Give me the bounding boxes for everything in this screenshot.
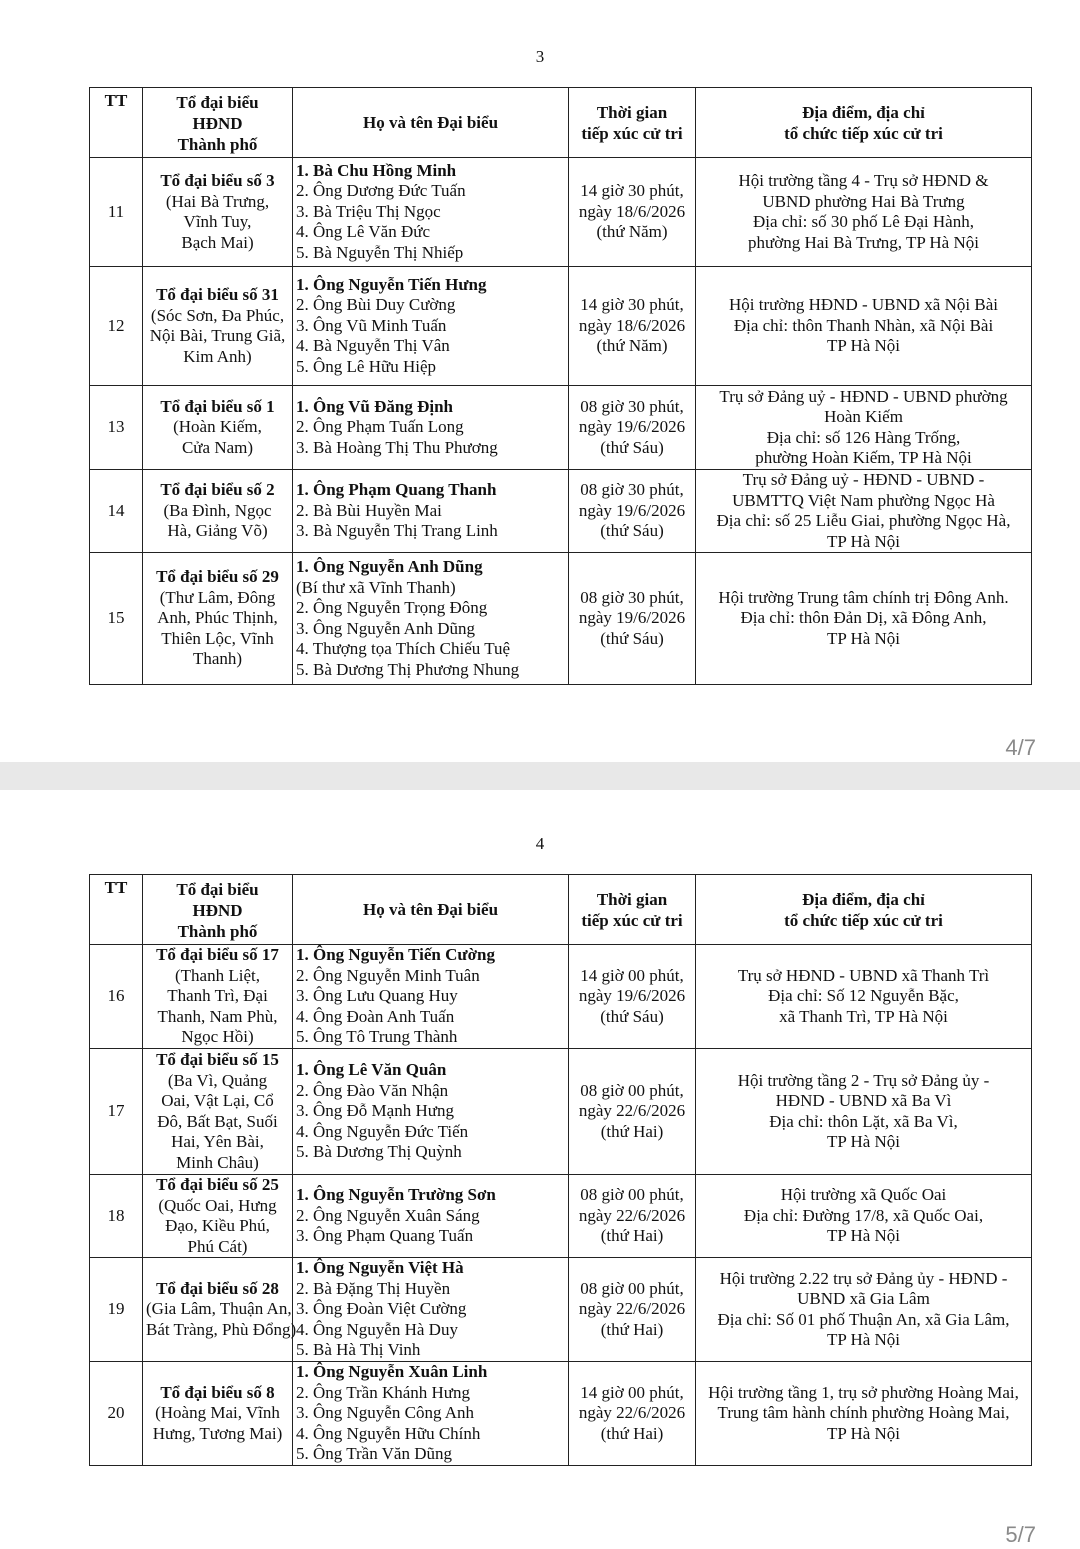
time-line: 14 giờ 00 phút, bbox=[580, 1382, 684, 1402]
member-name: 2. Ông Nguyễn Minh Tuân bbox=[296, 965, 480, 985]
time-cell bbox=[569, 1258, 696, 1362]
group-area-line: (Ba Vì, Quảng bbox=[167, 1070, 268, 1090]
table-row bbox=[90, 1175, 1032, 1258]
place-line: TP Hà Nội bbox=[826, 336, 901, 356]
member-name: 4. Ông Nguyễn Hà Duy bbox=[296, 1319, 458, 1339]
header-time-line: Thời gian bbox=[596, 889, 668, 909]
members-cell bbox=[293, 386, 569, 470]
place-line: UBND phường Hai Bà Trưng bbox=[762, 191, 965, 211]
group-cell bbox=[143, 1362, 293, 1466]
row-number: 13 bbox=[90, 386, 143, 470]
members-cell bbox=[293, 553, 569, 685]
member-name: 3. Bà Nguyễn Thị Trang Linh bbox=[296, 521, 498, 541]
member-name: 2. Ông Phạm Tuấn Long bbox=[296, 417, 464, 437]
group-area-line: Đạo, Kiều Phú, bbox=[165, 1216, 270, 1235]
member-name: 2. Ông Đào Văn Nhận bbox=[296, 1080, 449, 1100]
members-cell bbox=[293, 470, 569, 553]
time-cell bbox=[569, 1049, 696, 1175]
time-line: (thứ Sáu) bbox=[600, 1006, 664, 1026]
member-name: 2. Ông Bùi Duy Cường bbox=[296, 295, 456, 315]
place-cell bbox=[696, 945, 1032, 1049]
table-row bbox=[90, 1258, 1032, 1362]
time-line: (thứ Năm) bbox=[596, 222, 668, 242]
place-line: Địa chỉ: thôn Lặt, xã Ba Vì, bbox=[769, 1111, 958, 1131]
place-cell bbox=[696, 158, 1032, 267]
time-line: ngày 22/6/2026 bbox=[578, 1403, 686, 1423]
page-counter: 4/7 bbox=[1005, 735, 1036, 760]
time-line: ngày 19/6/2026 bbox=[578, 608, 686, 628]
members-cell bbox=[293, 1362, 569, 1466]
place-line: UBMTTQ Việt Nam phường Ngọc Hà bbox=[732, 490, 995, 510]
group-area-line: Ngọc Hồi) bbox=[181, 1027, 254, 1047]
place-cell bbox=[696, 1175, 1032, 1258]
group-cell bbox=[143, 267, 293, 386]
group-area-line: Thiên Lộc, Vĩnh bbox=[161, 628, 274, 648]
member-name: 1. Ông Nguyễn Xuân Linh bbox=[296, 1362, 488, 1382]
group-cell bbox=[143, 470, 293, 553]
place-cell bbox=[696, 1049, 1032, 1175]
place-line: UBND xã Gia Lâm bbox=[797, 1289, 930, 1308]
member-name: 3. Ông Phạm Quang Tuấn bbox=[296, 1226, 474, 1246]
time-line: (thứ Sáu) bbox=[600, 437, 664, 457]
page-counter: 5/7 bbox=[1005, 1522, 1036, 1547]
time-line: ngày 22/6/2026 bbox=[578, 1205, 686, 1225]
row-number: 20 bbox=[90, 1362, 143, 1466]
place-cell bbox=[696, 267, 1032, 386]
place-line: TP Hà Nội bbox=[826, 1330, 901, 1349]
time-line: 08 giờ 00 phút, bbox=[580, 1080, 684, 1100]
group-area-line: (Hai Bà Trưng, bbox=[165, 191, 270, 211]
member-name: 5. Bà Nguyễn Thị Nhiếp bbox=[296, 242, 464, 262]
time-line: ngày 19/6/2026 bbox=[578, 417, 686, 437]
group-area-line: Vĩnh Tuy, bbox=[183, 212, 252, 231]
group-cell bbox=[143, 386, 293, 470]
time-cell bbox=[569, 553, 696, 685]
place-line: TP Hà Nội bbox=[826, 628, 901, 648]
schedule-table bbox=[89, 87, 1032, 685]
time-line: 14 giờ 00 phút, bbox=[580, 965, 684, 985]
header-place-line: Địa điểm, địa chỉ bbox=[802, 102, 925, 122]
header-time-line: tiếp xúc cử tri bbox=[581, 123, 683, 143]
group-cell bbox=[143, 1049, 293, 1175]
time-line: (thứ Hai) bbox=[600, 1121, 664, 1141]
time-line: (thứ Hai) bbox=[600, 1319, 664, 1339]
header-tt: TT bbox=[90, 875, 143, 945]
members-cell bbox=[293, 1175, 569, 1258]
time-line: ngày 19/6/2026 bbox=[578, 986, 686, 1006]
member-name: 5. Bà Dương Thị Quỳnh bbox=[296, 1142, 462, 1162]
group-area-line: Kim Anh) bbox=[183, 346, 252, 366]
member-name: 5. Ông Tô Trung Thành bbox=[296, 1027, 458, 1047]
member-name: 1. Ông Nguyễn Trường Sơn bbox=[296, 1185, 496, 1205]
table-row bbox=[90, 553, 1032, 685]
group-cell bbox=[143, 158, 293, 267]
place-cell bbox=[696, 553, 1032, 685]
time-line: 14 giờ 30 phút, bbox=[580, 295, 684, 315]
header-members: Họ và tên Đại biểu bbox=[293, 88, 569, 158]
header-group-line: Thành phố bbox=[177, 922, 258, 941]
place-line: Trung tâm hành chính phường Hoàng Mai, bbox=[717, 1403, 1010, 1423]
header-place bbox=[696, 875, 1032, 945]
group-title: Tổ đại biểu số 28 bbox=[156, 1278, 279, 1298]
group-area-line: Thanh) bbox=[192, 649, 243, 669]
row-number: 12 bbox=[90, 267, 143, 386]
table-header-row bbox=[90, 875, 1032, 945]
place-line: TP Hà Nội bbox=[826, 1132, 901, 1151]
place-cell bbox=[696, 470, 1032, 553]
group-area-line: (Gia Lâm, Thuận An, bbox=[146, 1299, 292, 1319]
header-place-line: tổ chức tiếp xúc cử tri bbox=[784, 123, 943, 143]
member-name: 2. Ông Nguyễn Xuân Sáng bbox=[296, 1205, 480, 1225]
table-row bbox=[90, 267, 1032, 386]
time-line: 08 giờ 30 phút, bbox=[580, 587, 684, 607]
time-line: (thứ Hai) bbox=[600, 1423, 664, 1443]
place-line: Địa chỉ: Số 01 phố Thuận An, xã Gia Lâm, bbox=[717, 1309, 1010, 1329]
member-name: 1. Ông Nguyễn Tiến Hưng bbox=[296, 274, 487, 294]
group-area-line: Bạch Mai) bbox=[181, 232, 254, 252]
document-page bbox=[0, 0, 1080, 762]
members-cell bbox=[293, 267, 569, 386]
member-name: 3. Bà Triệu Thị Ngọc bbox=[296, 201, 441, 221]
place-line: Hội trường 2.22 trụ sở Đảng ủy - HĐND - bbox=[719, 1268, 1008, 1288]
group-area-line: (Hoàn Kiếm, bbox=[173, 417, 262, 437]
place-line: Hội trường Trung tâm chính trị Đông Anh. bbox=[718, 587, 1009, 607]
time-line: (thứ Sáu) bbox=[600, 521, 664, 541]
row-number: 11 bbox=[90, 158, 143, 267]
place-cell bbox=[696, 1258, 1032, 1362]
group-area-line: Thanh Trì, Đại bbox=[167, 986, 268, 1006]
header-place-line: Địa điểm, địa chỉ bbox=[802, 889, 925, 909]
place-line: phường Hoàn Kiếm, TP Hà Nội bbox=[755, 448, 972, 467]
group-cell bbox=[143, 1258, 297, 1362]
place-line: Địa chỉ: thôn Thanh Nhàn, xã Nội Bài bbox=[733, 315, 994, 335]
group-area-line: Oai, Vật Lại, Cổ bbox=[161, 1091, 274, 1110]
member-name: 1. Ông Nguyễn Tiến Cường bbox=[296, 945, 495, 965]
time-cell bbox=[569, 158, 696, 267]
place-line: Hội trường xã Quốc Oai bbox=[780, 1185, 947, 1205]
member-name: 4. Ông Lê Văn Đức bbox=[296, 222, 431, 242]
member-name: 2. Ông Dương Đức Tuấn bbox=[296, 181, 466, 201]
place-line: TP Hà Nội bbox=[826, 531, 901, 551]
row-number: 17 bbox=[90, 1049, 143, 1175]
time-line: (thứ Năm) bbox=[596, 336, 668, 356]
place-line: xã Thanh Trì, TP Hà Nội bbox=[779, 1006, 948, 1026]
page-number: 3 bbox=[535, 47, 545, 66]
page-number: 4 bbox=[535, 834, 545, 853]
header-time bbox=[569, 88, 696, 158]
time-cell bbox=[569, 386, 696, 470]
member-name: 2. Ông Nguyễn Trọng Đông bbox=[296, 598, 488, 617]
group-area-line: Minh Châu) bbox=[176, 1152, 259, 1172]
header-group-line: HĐND bbox=[192, 114, 243, 133]
header-time-line: tiếp xúc cử tri bbox=[581, 910, 683, 930]
members-cell bbox=[293, 945, 569, 1049]
group-title: Tổ đại biểu số 8 bbox=[160, 1382, 275, 1402]
member-name: 3. Ông Đỗ Mạnh Hưng bbox=[296, 1101, 454, 1121]
table-row bbox=[90, 470, 1032, 553]
time-cell bbox=[569, 470, 696, 553]
table-row bbox=[90, 1049, 1032, 1175]
row-number: 19 bbox=[90, 1258, 143, 1362]
place-line: Địa chỉ: Đường 17/8, xã Quốc Oai, bbox=[743, 1205, 984, 1225]
group-area-line: (Ba Đình, Ngọc bbox=[163, 500, 272, 520]
group-title: Tổ đại biểu số 3 bbox=[160, 171, 275, 190]
group-title: Tổ đại biểu số 25 bbox=[156, 1175, 279, 1194]
row-number: 15 bbox=[90, 553, 143, 685]
page-separator bbox=[0, 762, 1080, 790]
member-name: 4. Thượng tọa Thích Chiếu Tuệ bbox=[296, 639, 511, 658]
member-name: 5. Bà Dương Thị Phương Nhung bbox=[296, 659, 520, 679]
place-line: Trụ sở HĐND - UBND xã Thanh Trì bbox=[737, 965, 990, 985]
table-row bbox=[90, 1362, 1032, 1466]
member-name: 3. Ông Đoàn Việt Cường bbox=[296, 1299, 467, 1319]
place-line: Trụ sở Đảng uỷ - HĐND - UBND phường bbox=[719, 386, 1008, 406]
row-number: 16 bbox=[90, 945, 143, 1049]
header-group-line: HĐND bbox=[192, 901, 243, 920]
place-line: TP Hà Nội bbox=[826, 1226, 901, 1246]
members-cell bbox=[293, 1049, 569, 1175]
time-line: ngày 19/6/2026 bbox=[578, 500, 686, 520]
header-group bbox=[143, 88, 293, 158]
time-line: ngày 18/6/2026 bbox=[578, 315, 686, 335]
group-area-line: Bát Tràng, Phù Đổng) bbox=[146, 1319, 297, 1339]
member-name: 2. Bà Đặng Thị Huyền bbox=[296, 1278, 451, 1298]
member-name: 1. Ông Lê Văn Quân bbox=[296, 1060, 447, 1080]
group-area-line: (Thư Lâm, Đông bbox=[159, 587, 276, 607]
time-line: 08 giờ 00 phút, bbox=[580, 1278, 684, 1298]
place-cell bbox=[696, 1362, 1032, 1466]
header-group-line: Thành phố bbox=[177, 135, 258, 154]
time-cell bbox=[569, 1362, 696, 1466]
place-line: Trụ sở Đảng uỷ - HĐND - UBND - bbox=[742, 470, 985, 489]
time-line: 08 giờ 00 phút, bbox=[580, 1185, 684, 1205]
member-name: 3. Bà Hoàng Thị Thu Phương bbox=[296, 437, 498, 457]
member-name: 3. Ông Nguyễn Anh Dũng bbox=[296, 618, 475, 638]
table-row bbox=[90, 386, 1032, 470]
place-line: Địa chỉ: số 30 phố Lê Đại Hành, bbox=[753, 212, 974, 231]
member-name: 4. Ông Nguyễn Hữu Chính bbox=[296, 1423, 481, 1443]
place-cell bbox=[696, 386, 1032, 470]
group-title: Tổ đại biểu số 31 bbox=[156, 285, 279, 304]
document-page bbox=[0, 790, 1080, 1549]
table-row bbox=[90, 158, 1032, 267]
group-area-line: Hưng, Tương Mai) bbox=[152, 1423, 283, 1443]
member-name: 1. Ông Vũ Đăng Định bbox=[296, 396, 453, 416]
header-members: Họ và tên Đại biểu bbox=[293, 875, 569, 945]
time-line: 14 giờ 30 phút, bbox=[580, 181, 684, 201]
member-name: 1. Ông Nguyễn Anh Dũng bbox=[296, 557, 483, 576]
place-line: Hoàn Kiếm bbox=[824, 407, 903, 426]
member-name: 5. Bà Hà Thị Vinh bbox=[296, 1340, 421, 1360]
members-cell bbox=[293, 158, 569, 267]
member-name: 3. Ông Nguyễn Công Anh bbox=[296, 1403, 475, 1423]
member-name: 1. Bà Chu Hồng Minh bbox=[296, 160, 457, 180]
time-line: ngày 18/6/2026 bbox=[578, 201, 686, 221]
place-line: Địa chỉ: Số 12 Nguyễn Bặc, bbox=[768, 986, 959, 1006]
time-cell bbox=[569, 267, 696, 386]
header-group-line: Tổ đại biểu bbox=[176, 880, 259, 899]
group-area-line: Anh, Phúc Thịnh, bbox=[157, 608, 278, 628]
place-line: Địa chỉ: số 126 Hàng Trống, bbox=[766, 427, 961, 447]
header-tt: TT bbox=[90, 88, 143, 158]
member-name: 4. Ông Đoàn Anh Tuấn bbox=[296, 1006, 455, 1026]
place-line: TP Hà Nội bbox=[826, 1423, 901, 1443]
group-cell bbox=[143, 945, 293, 1049]
member-name: 1. Ông Nguyễn Việt Hà bbox=[296, 1258, 464, 1278]
place-line: Hội trường HĐND - UBND xã Nội Bài bbox=[729, 295, 998, 315]
group-area-line: Đô, Bất Bạt, Suối bbox=[157, 1111, 278, 1131]
time-line: (thứ Hai) bbox=[600, 1226, 664, 1246]
member-name: (Bí thư xã Vĩnh Thanh) bbox=[296, 577, 456, 597]
time-line: ngày 22/6/2026 bbox=[578, 1299, 686, 1319]
group-title: Tổ đại biểu số 17 bbox=[156, 945, 279, 965]
row-number: 18 bbox=[90, 1175, 143, 1258]
time-cell bbox=[569, 945, 696, 1049]
header-time-line: Thời gian bbox=[596, 102, 668, 122]
member-name: 2. Ông Trần Khánh Hưng bbox=[296, 1382, 471, 1402]
member-name: 5. Ông Trần Văn Dũng bbox=[296, 1444, 453, 1464]
group-area-line: (Thanh Liệt, bbox=[175, 965, 260, 985]
place-line: Địa chỉ: số 25 Liễu Giai, phường Ngọc Hà, bbox=[716, 511, 1011, 530]
header-place bbox=[696, 88, 1032, 158]
time-line: 08 giờ 30 phút, bbox=[580, 396, 684, 416]
time-line: 08 giờ 30 phút, bbox=[580, 480, 684, 500]
schedule-table bbox=[89, 874, 1032, 1466]
member-name: 2. Bà Bùi Huyền Mai bbox=[296, 500, 442, 520]
table-body bbox=[90, 945, 1032, 1466]
member-name: 4. Ông Nguyễn Đức Tiến bbox=[296, 1121, 469, 1141]
group-area-line: Phú Cát) bbox=[187, 1236, 248, 1256]
group-cell bbox=[143, 553, 293, 685]
group-area-line: Thanh, Nam Phù, bbox=[157, 1006, 278, 1026]
group-area-line: Nội Bài, Trung Giã, bbox=[149, 326, 286, 345]
place-line: Địa chỉ: thôn Đản Dị, xã Đông Anh, bbox=[740, 608, 987, 628]
table-header-row bbox=[90, 88, 1032, 158]
group-area-line: Cửa Nam) bbox=[181, 437, 254, 457]
header-time bbox=[569, 875, 696, 945]
table-row bbox=[90, 945, 1032, 1049]
members-cell bbox=[293, 1258, 569, 1362]
group-title: Tổ đại biểu số 15 bbox=[156, 1050, 279, 1069]
place-line: Hội trường tầng 4 - Trụ sở HĐND & bbox=[738, 171, 989, 190]
place-line: Hội trường tầng 2 - Trụ sở Đảng ủy - bbox=[737, 1070, 990, 1090]
header-group-line: Tổ đại biểu bbox=[176, 93, 259, 112]
header-group bbox=[143, 875, 293, 945]
place-line: HĐND - UBND xã Ba Vì bbox=[775, 1091, 952, 1110]
table-body bbox=[90, 158, 1032, 685]
group-title: Tổ đại biểu số 29 bbox=[156, 567, 279, 587]
member-name: 4. Bà Nguyễn Thị Vân bbox=[296, 336, 450, 356]
member-name: 3. Ông Vũ Minh Tuấn bbox=[296, 315, 447, 335]
header-place-line: tổ chức tiếp xúc cử tri bbox=[784, 910, 943, 930]
group-title: Tổ đại biểu số 1 bbox=[160, 396, 275, 416]
place-line: phường Hai Bà Trưng, TP Hà Nội bbox=[748, 232, 979, 252]
group-area-line: Hà, Giảng Võ) bbox=[167, 521, 268, 541]
member-name: 3. Ông Lưu Quang Huy bbox=[296, 986, 458, 1006]
row-number: 14 bbox=[90, 470, 143, 553]
group-title: Tổ đại biểu số 2 bbox=[160, 480, 275, 500]
group-cell bbox=[143, 1175, 293, 1258]
time-line: ngày 22/6/2026 bbox=[578, 1101, 686, 1121]
member-name: 5. Ông Lê Hữu Hiệp bbox=[296, 356, 436, 376]
member-name: 1. Ông Phạm Quang Thanh bbox=[296, 480, 497, 500]
group-area-line: (Sóc Sơn, Đa Phúc, bbox=[150, 305, 285, 325]
group-area-line: Hai, Yên Bài, bbox=[171, 1132, 264, 1151]
group-area-line: (Hoàng Mai, Vĩnh bbox=[155, 1403, 280, 1423]
group-area-line: (Quốc Oai, Hưng bbox=[158, 1195, 277, 1215]
time-line: (thứ Sáu) bbox=[600, 628, 664, 648]
place-line: Hội trường tầng 1, trụ sở phường Hoàng Mai, bbox=[708, 1382, 1019, 1402]
time-cell bbox=[569, 1175, 696, 1258]
